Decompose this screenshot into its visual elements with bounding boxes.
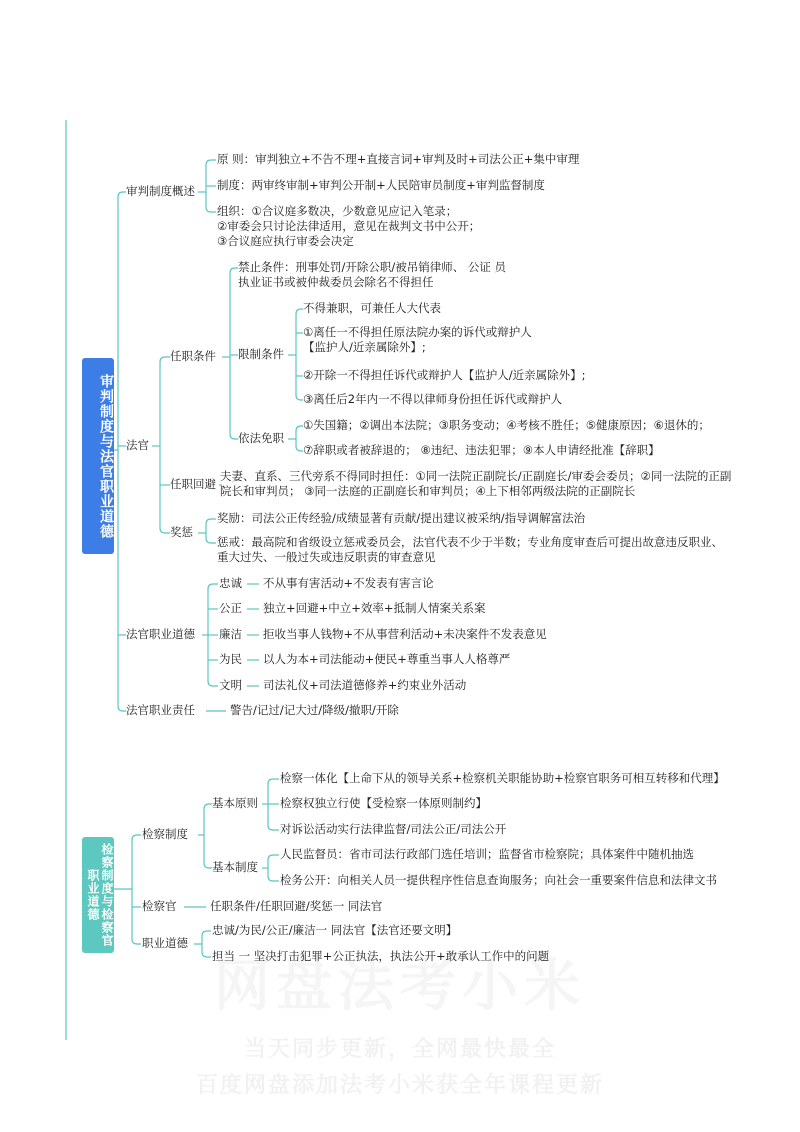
node-trial-system-overview[interactable]: 审判制度概述 — [126, 184, 195, 198]
node-prosecutor-ethics-loyalty[interactable]: 忠诚/为民/公正/廉洁一 同法官【法官还要文明】 — [212, 923, 458, 937]
node-restricted-conditions[interactable]: 限制条件 — [238, 347, 284, 361]
connector-3 — [118, 192, 126, 197]
connector-16 — [160, 528, 170, 533]
node-principles[interactable]: 原 则：审判独立+不告不理+直接言词+审判及时+司法公正+集中审理 — [217, 152, 580, 166]
node-judge[interactable]: 法官 — [126, 438, 149, 452]
node-recusal[interactable]: 任职回避 — [170, 477, 216, 491]
node-systems[interactable]: 制度：两审终审制+审判公开制+人民陪审员制度+审判监督制度 — [217, 178, 545, 192]
connector-14 — [160, 357, 170, 362]
node-ethics-loyalty-key[interactable]: 忠诚 — [219, 576, 242, 590]
connector-58 — [204, 863, 212, 868]
root-node-judicial[interactable]: 审判制度与法官职业道德 — [82, 358, 114, 554]
node-rewards[interactable]: 奖励：司法公正传经验/成绩显著有贡献/提出建议被采纳/指导调解富法治 — [217, 511, 586, 525]
node-procuratorial-system[interactable]: 检察制度 — [142, 827, 188, 841]
node-principle-supervision[interactable]: 对诉讼活动实行法律监督/司法公正/司法公开 — [280, 822, 507, 836]
connector-35 — [206, 519, 216, 524]
node-removal-reasons-2[interactable]: ⑦辞职或者被辞退的； ⑧违纪、违法犯罪；⑨本人申请经批准【辞职】 — [303, 443, 660, 457]
node-restriction-departure[interactable]: ①离任一不得担任原法院办案的诉代或辩护人 【监护人/近亲属除外】; — [303, 325, 532, 354]
node-appointment-conditions[interactable]: 任职条件 — [170, 349, 216, 363]
connector-11 — [206, 207, 216, 212]
connector-54 — [132, 939, 141, 944]
node-ethics-loyalty-value: 不从事有害活动+不发表有害言论 — [263, 576, 434, 590]
node-restriction-dismissal[interactable]: ②开除一不得担任诉代或辩护人【监护人/近亲属除外】; — [303, 368, 586, 382]
connector-67 — [268, 876, 279, 881]
connector-52 — [132, 835, 141, 840]
connector-72 — [202, 952, 211, 957]
node-ethics-people-key[interactable]: 为民 — [219, 652, 242, 666]
connector-57 — [204, 804, 212, 809]
node-ethics-integrity-value: 拒收当事人钱物+不从事营利活动+未决案件不发表意见 — [263, 627, 547, 641]
node-people-supervisors[interactable]: 人民监督员：省市司法行政部门选任培训；监督省市检察院；具体案件中随机抽选 — [280, 847, 694, 861]
node-ethics-civility-key[interactable]: 文明 — [219, 678, 242, 692]
connector-61 — [268, 779, 279, 784]
root-node-procuratorial[interactable]: 检察制度与检察官职业道德 — [82, 837, 114, 953]
node-recusal-rules[interactable]: 夫妻、直系、三代旁系不得同时担任：①同一法院正副院长/正副庭长/审委会委员；②同一法院的正副院长和审判员； ③同一法庭的正副庭长和审判员；④上下相邻两级法院的正副院长 — [220, 469, 732, 498]
connector-39 — [208, 584, 218, 589]
node-judge-ethics[interactable]: 法官职业道德 — [126, 627, 195, 641]
node-organization-line-2: ②审委会只讨论法律适用，意见在裁判文书中公开； — [217, 219, 481, 233]
connector-36 — [206, 538, 216, 543]
connector-9 — [206, 160, 216, 165]
connector-19 — [230, 268, 238, 273]
connector-6 — [118, 706, 126, 711]
node-principle-integration[interactable]: 检察一体化【上命下从的领导关系+检察机关职能协助+检察官职务可相互转移和代理】 — [280, 771, 725, 785]
node-prosecutor[interactable]: 检察官 — [142, 899, 177, 913]
node-restriction-two-years[interactable]: ③离任后2年内一不得以律师身份担任诉代或辩护人 — [303, 392, 563, 406]
node-organization-line-1[interactable]: 组织：①合议庭多数决，少数意见应记入笔录； — [217, 204, 458, 218]
connector-30 — [296, 426, 303, 431]
node-judge-liability-value: 警告/记过/记大过/降级/撤职/开除 — [230, 703, 399, 717]
node-ethics-fairness-key[interactable]: 公正 — [219, 601, 242, 615]
connector-24 — [296, 309, 303, 314]
connector-27 — [296, 395, 303, 400]
connector-71 — [202, 931, 211, 936]
connector-66 — [268, 855, 279, 860]
node-discipline[interactable]: 惩戒：最高院和省级设立惩戒委员会，法官代表不少于半数；专业角度审查后可提出故意违反职业、 重大过失、一般过失或违反职责的审查意见 — [217, 535, 723, 564]
node-ethics-people-value: 以人为本+司法能动+便民+尊重当事人人格尊严 — [263, 652, 511, 666]
node-basic-systems[interactable]: 基本制度 — [212, 860, 258, 874]
node-ethics-integrity-key[interactable]: 廉洁 — [219, 627, 242, 641]
node-prosecutor-ethics[interactable]: 职业道德 — [142, 936, 188, 950]
node-principle-independence[interactable]: 检察权独立行使【受检察一体原则制约】 — [280, 796, 487, 810]
watermark-line-1: 当天同步更新，全网最快最全 — [243, 1037, 556, 1062]
node-removal-by-law[interactable]: 依法免职 — [238, 431, 284, 445]
connector-21 — [230, 434, 238, 439]
node-ethics-civility-value: 司法礼仪+司法道德修养+约束业外活动 — [263, 678, 467, 692]
node-restriction-no-concurrent[interactable]: 不得兼职，可兼任人大代表 — [303, 301, 441, 315]
node-prosecutor-value: 任职条件/任职回避/奖惩一 同法官 — [210, 899, 383, 913]
node-procuratorial-openness[interactable]: 检务公开：向相关人员一提供程序性信息查询服务；向社会一重要案件信息和法律文书 — [280, 873, 717, 887]
node-organization-line-3: ③合议庭应执行审委会决定 — [217, 234, 354, 248]
connector-31 — [296, 446, 303, 451]
node-prohibited-conditions[interactable]: 禁止条件：刑事处罚/开除公职/被吊销律师、 公证 员执业证书或被仲裁委员会除名不得担任 — [238, 260, 507, 289]
connector-43 — [208, 681, 218, 686]
connector-63 — [268, 825, 279, 830]
node-judge-liability[interactable]: 法官职业责任 — [126, 703, 195, 717]
node-prosecutor-ethics-responsibility[interactable]: 担当 一 坚决打击犯罪+公正执法，执法公开+敢承认工作中的问题 — [212, 949, 550, 963]
watermark-line-2: 百度网盘添加法考小米获全年课程更新 — [195, 1073, 604, 1098]
node-rewards-punishments[interactable]: 奖惩 — [170, 525, 193, 539]
node-basic-principles[interactable]: 基本原则 — [212, 796, 258, 810]
node-removal-reasons-1[interactable]: ①失国籍；②调出本法院；③职务变动；④考核不胜任；⑤健康原因；⑥退休的； — [303, 418, 710, 432]
node-ethics-fairness-value: 独立+回避+中立+效率+抵制人情案关系案 — [263, 601, 486, 615]
